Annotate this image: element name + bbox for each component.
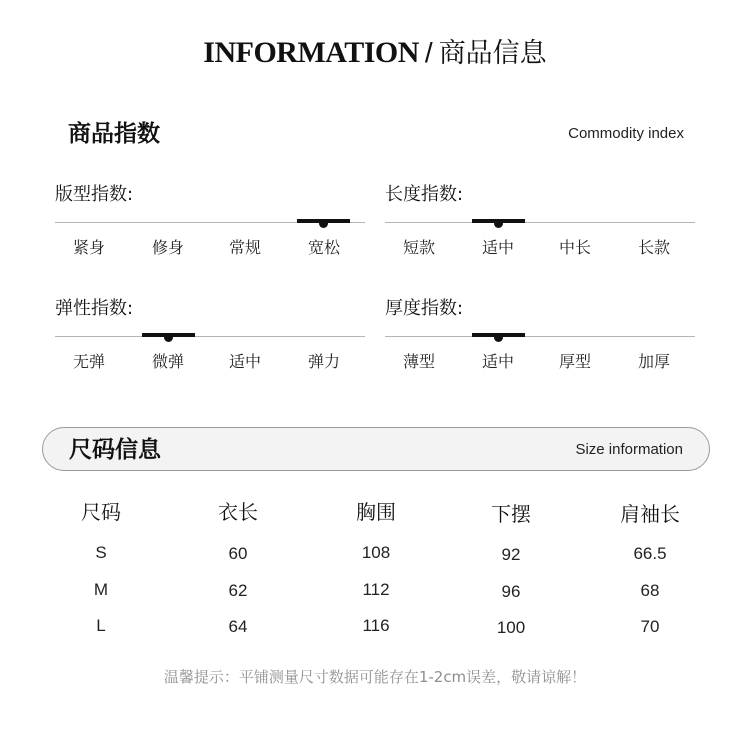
table-cell: 100 [496, 618, 526, 637]
size-information-header [42, 427, 710, 471]
fit-index [55, 182, 365, 262]
fit-index-label: 版型指数: [55, 184, 134, 205]
table-cell: M [93, 580, 109, 599]
table-cell: 64 [228, 617, 248, 636]
fit-index-options [55, 237, 365, 259]
page-title [0, 30, 750, 76]
length-option: 短款 [402, 238, 435, 257]
thickness-option: 加厚 [637, 352, 670, 371]
table-cell: L [96, 616, 106, 635]
fit-option: 紧身 [72, 238, 105, 257]
column-header-hem: 下摆 [491, 502, 531, 526]
commodity-index-title: 商品指数 [68, 121, 160, 147]
table-cell: 96 [501, 582, 521, 601]
length-index-marker [472, 219, 525, 223]
elasticity-index-options [55, 351, 365, 373]
length-option: 适中 [481, 238, 514, 257]
elasticity-index [55, 296, 365, 376]
length-index-label: 长度指数: [385, 184, 464, 205]
commodity-index-title-en: Commodity index [568, 125, 684, 142]
table-cell: 92 [501, 545, 521, 564]
table-cell: 112 [362, 580, 390, 599]
table-cell: 68 [640, 581, 660, 600]
thickness-option: 适中 [481, 352, 514, 371]
elasticity-option: 微弹 [151, 352, 184, 371]
page-title-separator: / [424, 37, 433, 68]
length-option: 长款 [637, 238, 670, 257]
fit-option: 常规 [228, 238, 261, 257]
table-cell: 60 [228, 544, 248, 563]
elasticity-index-marker [142, 333, 195, 337]
fit-option: 宽松 [307, 238, 340, 257]
fit-option: 修身 [151, 238, 184, 257]
length-index-track [385, 222, 695, 223]
size-information-title-en: Size information [575, 441, 683, 458]
elasticity-index-track [55, 336, 365, 337]
elasticity-index-label: 弹性指数: [55, 298, 134, 319]
fit-index-marker [297, 219, 350, 223]
page-title-zh: 商品信息 [438, 38, 547, 69]
column-header-size: 尺码 [81, 500, 121, 524]
column-header-shoulder-sleeve: 肩袖长 [620, 502, 680, 526]
table-cell: 108 [361, 543, 391, 562]
length-index [385, 182, 695, 262]
thickness-index-marker [472, 333, 525, 337]
size-table [0, 498, 750, 648]
elasticity-option: 无弹 [72, 352, 105, 371]
thickness-index [385, 296, 695, 376]
commodity-index-header [42, 112, 710, 156]
page-title-en: INFORMATION [203, 36, 419, 69]
thickness-option: 薄型 [402, 352, 435, 371]
elasticity-option: 适中 [228, 352, 261, 371]
thickness-option: 厚型 [558, 352, 591, 371]
thickness-index-options [385, 351, 695, 373]
table-cell: 62 [228, 581, 248, 600]
table-cell: 116 [362, 616, 390, 635]
length-option: 中长 [558, 238, 591, 257]
thickness-index-track [385, 336, 695, 337]
thickness-index-label: 厚度指数: [385, 298, 464, 319]
table-cell: S [95, 543, 107, 562]
column-header-chest: 胸围 [356, 500, 396, 524]
size-information-title: 尺码信息 [69, 437, 161, 463]
length-index-options [385, 237, 695, 259]
column-header-length: 衣长 [218, 500, 258, 524]
table-cell: 70 [640, 617, 660, 636]
table-cell: 66.5 [633, 544, 667, 563]
elasticity-option: 弹力 [307, 352, 340, 371]
measurement-note: 温馨提示：平铺测量尺寸数据可能存在1-2cm误差，敬请谅解！ [163, 668, 587, 686]
